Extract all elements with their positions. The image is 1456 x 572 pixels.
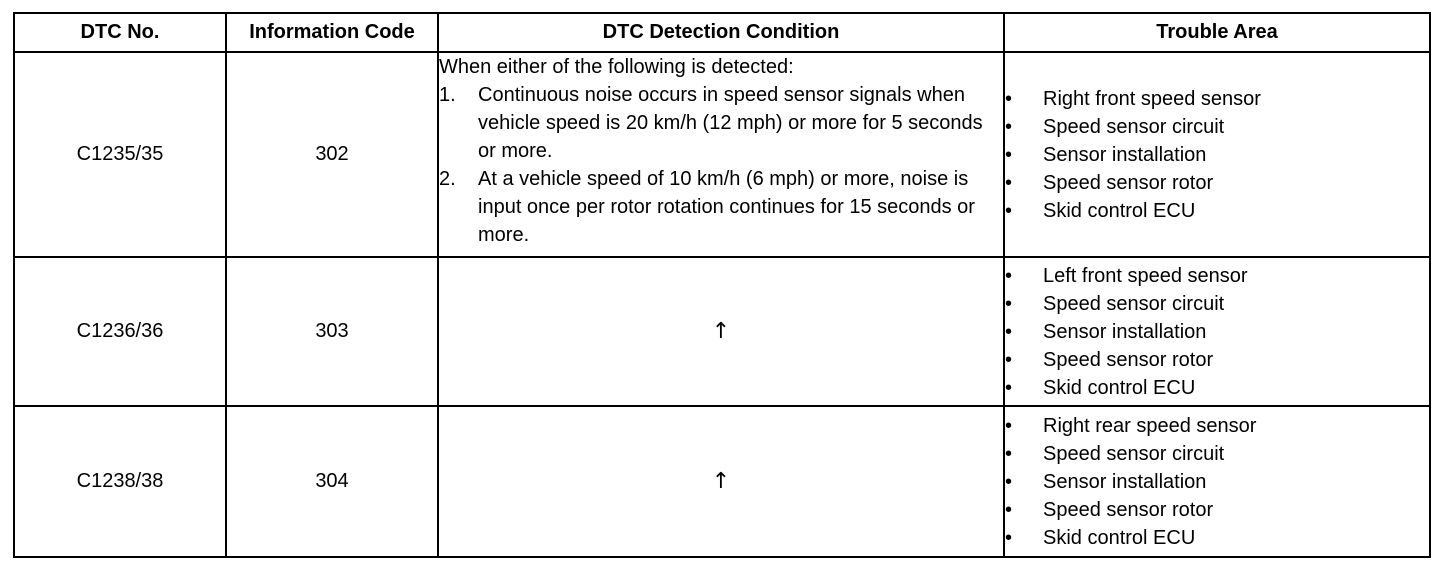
table-row [14, 406, 1430, 557]
header-row [14, 13, 1430, 52]
trouble-item-text: Speed sensor rotor [1043, 348, 1214, 371]
bullet-icon: • [1005, 442, 1013, 465]
trouble-item [1005, 412, 1429, 440]
bullet-icon: • [1005, 320, 1013, 343]
header-information-code: Information Code [226, 13, 438, 52]
information-code-cell: 302 [226, 52, 438, 257]
trouble-item [1005, 468, 1429, 496]
trouble-item-text: Sensor installation [1043, 320, 1207, 343]
bullet-icon: • [1005, 414, 1013, 437]
trouble-item-text: Right rear speed sensor [1043, 414, 1257, 437]
trouble-item-text: Skid control ECU [1043, 199, 1196, 222]
table-row [14, 257, 1430, 406]
trouble-item [1005, 524, 1429, 552]
condition-text: At a vehicle speed of 10 km/h (6 mph) or more, noise is input once per rotor rotation continues for 15 seconds or more. [478, 168, 975, 246]
trouble-area-cell [1004, 406, 1430, 557]
bullet-icon: • [1005, 143, 1013, 166]
dtc-number-cell: C1235/35 [14, 52, 226, 257]
information-code-cell: 304 [226, 406, 438, 557]
header-detection-condition: DTC Detection Condition [438, 13, 1004, 52]
bullet-icon: • [1005, 348, 1013, 371]
trouble-item [1005, 262, 1429, 290]
trouble-item-text: Sensor installation [1043, 470, 1207, 493]
information-code-cell: 303 [226, 257, 438, 406]
condition-list [439, 81, 1003, 249]
trouble-item [1005, 113, 1429, 141]
condition-number: 1. [439, 84, 456, 106]
condition-number: 2. [439, 168, 456, 190]
detection-condition-cell [438, 257, 1004, 406]
condition-item [439, 165, 1003, 249]
bullet-icon: • [1005, 115, 1013, 138]
trouble-item-text: Speed sensor rotor [1043, 171, 1214, 194]
trouble-item [1005, 290, 1429, 318]
trouble-area-cell [1004, 52, 1430, 257]
trouble-item [1005, 169, 1429, 197]
trouble-item [1005, 496, 1429, 524]
trouble-item-text: Speed sensor circuit [1043, 115, 1225, 138]
trouble-item-text: Skid control ECU [1043, 376, 1196, 399]
bullet-icon: • [1005, 199, 1013, 222]
bullet-icon: • [1005, 470, 1013, 493]
condition-intro: When either of the following is detected: [439, 56, 794, 78]
table-row [14, 52, 1430, 257]
bullet-icon: • [1005, 526, 1013, 549]
trouble-item [1005, 318, 1429, 346]
trouble-item [1005, 141, 1429, 169]
bullet-icon: • [1005, 171, 1013, 194]
header-dtc-no: DTC No. [14, 13, 226, 52]
dtc-table [13, 12, 1431, 558]
trouble-item [1005, 346, 1429, 374]
trouble-item [1005, 374, 1429, 402]
bullet-icon: • [1005, 292, 1013, 315]
condition-text: Continuous noise occurs in speed sensor signals when vehicle speed is 20 km/h (12 mph) or more for 5 seconds or more. [478, 84, 983, 162]
same-as-above-arrow-icon: ↑ [711, 469, 731, 494]
trouble-item-text: Speed sensor circuit [1043, 292, 1225, 315]
trouble-item-text: Speed sensor circuit [1043, 442, 1225, 465]
trouble-item-text: Right front speed sensor [1043, 87, 1261, 110]
trouble-list [1005, 262, 1429, 402]
trouble-list [1005, 412, 1429, 552]
trouble-item [1005, 197, 1429, 225]
bullet-icon: • [1005, 376, 1013, 399]
condition-item [439, 81, 1003, 165]
trouble-item-text: Skid control ECU [1043, 526, 1196, 549]
detection-condition-cell [438, 52, 1004, 257]
dtc-number-cell: C1238/38 [14, 406, 226, 557]
dtc-number-cell: C1236/36 [14, 257, 226, 406]
same-as-above-arrow-icon: ↑ [711, 319, 731, 344]
trouble-item [1005, 440, 1429, 468]
bullet-icon: • [1005, 264, 1013, 287]
trouble-list [1005, 85, 1429, 225]
header-trouble-area: Trouble Area [1004, 13, 1430, 52]
bullet-icon: • [1005, 87, 1013, 110]
trouble-item-text: Speed sensor rotor [1043, 498, 1214, 521]
detection-condition-cell [438, 406, 1004, 557]
bullet-icon: • [1005, 498, 1013, 521]
trouble-item-text: Left front speed sensor [1043, 264, 1248, 287]
trouble-item [1005, 85, 1429, 113]
trouble-area-cell [1004, 257, 1430, 406]
trouble-item-text: Sensor installation [1043, 143, 1207, 166]
